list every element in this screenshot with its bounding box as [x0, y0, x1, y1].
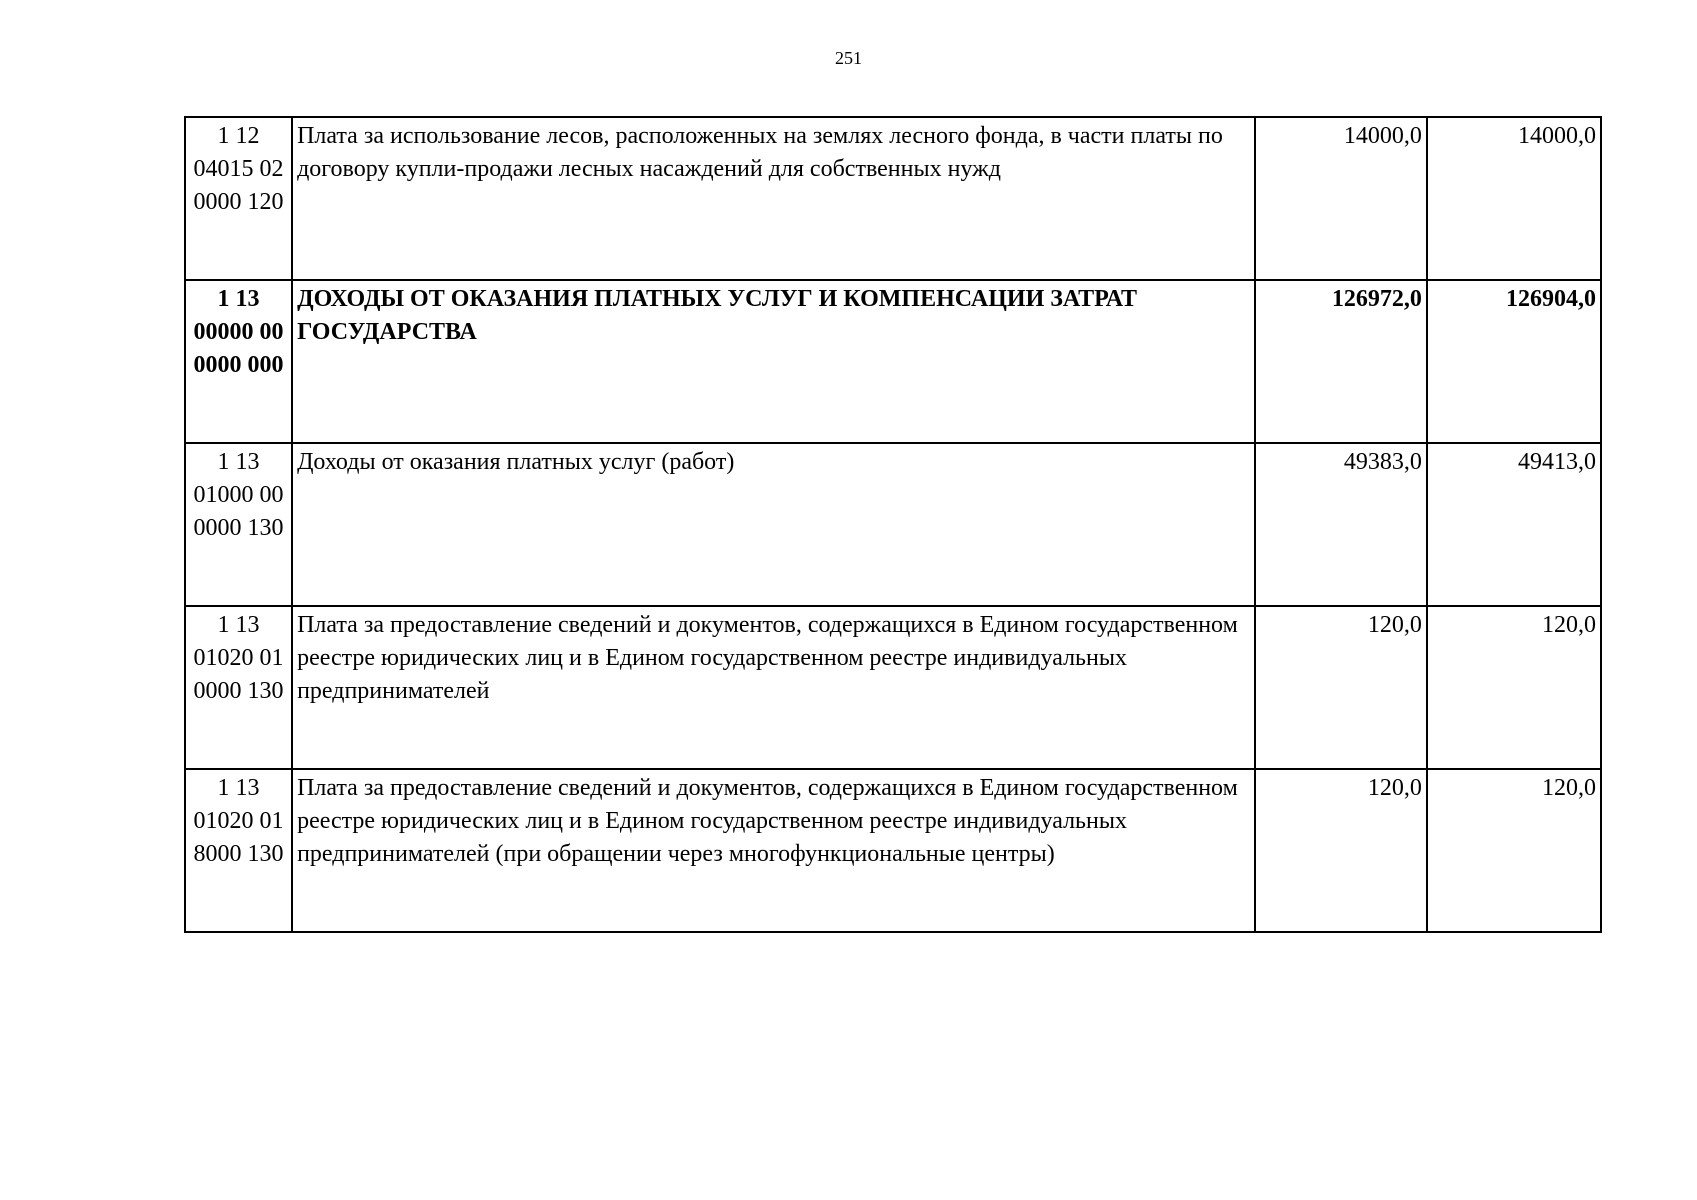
amount-cell-first: 120,0	[1255, 606, 1427, 769]
revenue-name-cell: ДОХОДЫ ОТ ОКАЗАНИЯ ПЛАТНЫХ УСЛУГ И КОМПЕНСАЦИИ ЗАТРАТ ГОСУДАРСТВА	[292, 280, 1255, 443]
amount-cell-second: 49413,0	[1427, 443, 1601, 606]
revenue-table	[184, 116, 1602, 933]
table-row	[185, 280, 1601, 443]
budget-code-cell: 1 13 00000 00 0000 000	[185, 280, 292, 443]
budget-code-cell: 1 13 01020 01 8000 130	[185, 769, 292, 932]
amount-cell-second: 120,0	[1427, 769, 1601, 932]
amount-cell-first: 126972,0	[1255, 280, 1427, 443]
table-row	[185, 606, 1601, 769]
table-row	[185, 769, 1601, 932]
budget-code-cell: 1 13 01000 00 0000 130	[185, 443, 292, 606]
table-row	[185, 117, 1601, 280]
amount-cell-second: 14000,0	[1427, 117, 1601, 280]
amount-cell-second: 126904,0	[1427, 280, 1601, 443]
budget-code-cell: 1 13 01020 01 0000 130	[185, 606, 292, 769]
page-number: 251	[835, 48, 862, 68]
amount-cell-first: 120,0	[1255, 769, 1427, 932]
budget-code-cell: 1 12 04015 02 0000 120	[185, 117, 292, 280]
revenue-name-cell: Плата за предоставление сведений и документов, содержащихся в Едином государственном реестре юридических лиц и в Едином государственном реестре индивидуальных предпринимателей	[292, 606, 1255, 769]
revenue-name-cell: Плата за предоставление сведений и документов, содержащихся в Едином государственном реестре юридических лиц и в Едином государственном реестре индивидуальных предпринимателей (при обращении через многофункциональные центры)	[292, 769, 1255, 932]
amount-cell-first: 14000,0	[1255, 117, 1427, 280]
revenue-name-cell: Доходы от оказания платных услуг (работ)	[292, 443, 1255, 606]
revenue-name-cell: Плата за использование лесов, расположенных на землях лесного фонда, в части платы по договору купли-продажи лесных насаждений для собственных нужд	[292, 117, 1255, 280]
amount-cell-first: 49383,0	[1255, 443, 1427, 606]
table-row	[185, 443, 1601, 606]
amount-cell-second: 120,0	[1427, 606, 1601, 769]
